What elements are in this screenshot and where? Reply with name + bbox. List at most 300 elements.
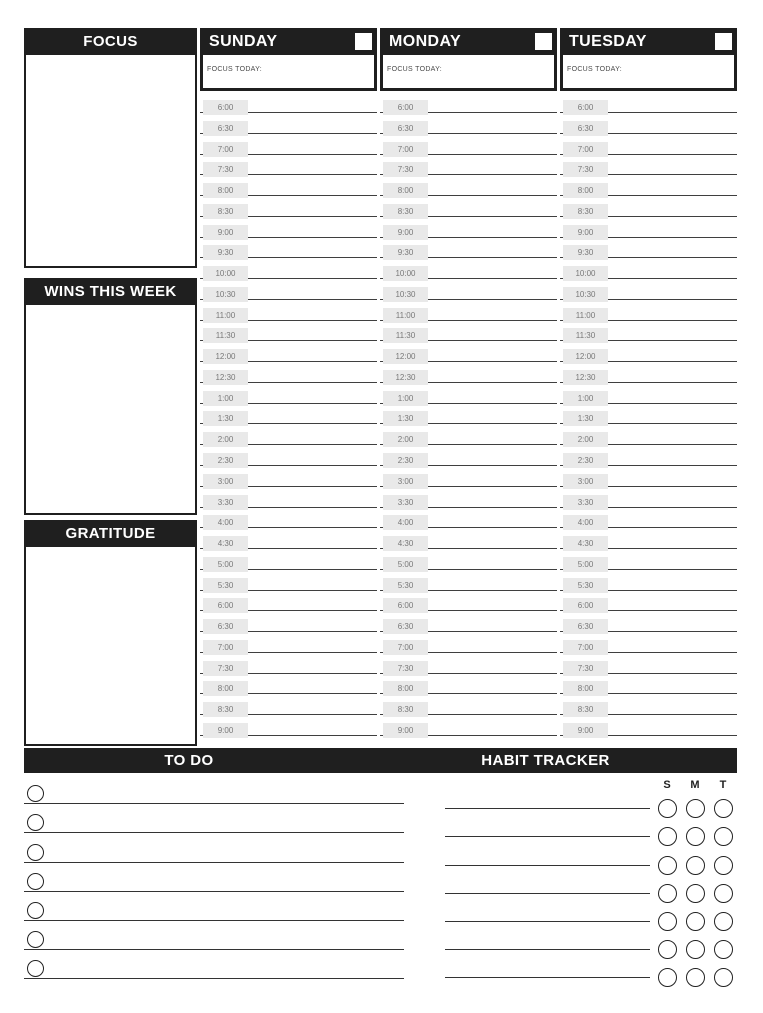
todo-checkbox-circle[interactable] (27, 931, 44, 948)
time-slot-line[interactable] (200, 346, 377, 362)
time-label: 4:00 (563, 515, 608, 530)
time-slot-line[interactable] (380, 118, 557, 134)
time-slot-line[interactable] (560, 699, 737, 715)
time-slot-row[interactable] (200, 492, 377, 513)
wins-section-title: WINS THIS WEEK (44, 283, 177, 300)
time-slot-line[interactable] (380, 388, 557, 404)
wins-writing-area[interactable] (26, 305, 195, 513)
time-slot-line[interactable] (560, 367, 737, 383)
time-label: 6:00 (203, 100, 248, 115)
time-slot-row[interactable] (200, 180, 377, 201)
time-slot-row[interactable] (560, 408, 737, 429)
time-slot-row[interactable] (380, 616, 557, 637)
day-header (200, 28, 377, 91)
time-slot-line[interactable] (560, 388, 737, 404)
time-slot-row[interactable] (560, 242, 737, 263)
time-label: 1:30 (383, 411, 428, 426)
time-slot-line[interactable] (380, 367, 557, 383)
time-label: 6:30 (203, 121, 248, 136)
time-slot-row[interactable] (380, 429, 557, 450)
todo-list (24, 775, 404, 979)
time-slot-row[interactable] (560, 616, 737, 637)
time-slot-line[interactable] (380, 222, 557, 238)
habit-row (443, 809, 737, 837)
time-slot-line[interactable] (380, 201, 557, 217)
todo-item-row[interactable] (24, 833, 404, 862)
time-label: 2:30 (203, 453, 248, 468)
time-slot-line[interactable] (560, 492, 737, 508)
time-slot-line[interactable] (200, 201, 377, 217)
day-column-sunday (200, 28, 377, 741)
time-slot-line[interactable] (380, 595, 557, 611)
todo-checkbox-circle[interactable] (27, 960, 44, 977)
time-label: 12:00 (383, 349, 428, 364)
time-slot-line[interactable] (380, 512, 557, 528)
time-slot-row[interactable] (560, 305, 737, 326)
time-slot-row[interactable] (560, 658, 737, 679)
time-slot-line[interactable] (200, 699, 377, 715)
time-slot-line[interactable] (200, 325, 377, 341)
time-slot-row[interactable] (380, 284, 557, 305)
time-slot-row[interactable] (200, 305, 377, 326)
time-slot-row[interactable] (200, 159, 377, 180)
todo-item-row[interactable] (24, 950, 404, 979)
time-slot-row[interactable] (380, 388, 557, 409)
time-slot-line[interactable] (200, 616, 377, 632)
time-slot-line[interactable] (200, 263, 377, 279)
time-slot-line[interactable] (380, 97, 557, 113)
time-slot-row[interactable] (380, 575, 557, 596)
time-label: 11:30 (203, 328, 248, 343)
time-slot-line[interactable] (200, 97, 377, 113)
time-slot-line[interactable] (560, 346, 737, 362)
focus-today-label: FOCUS TODAY: (567, 66, 622, 73)
time-slot-row[interactable] (200, 512, 377, 533)
time-label: 2:30 (383, 453, 428, 468)
time-label: 8:00 (563, 183, 608, 198)
focus-writing-area[interactable] (26, 55, 195, 266)
time-slot-row[interactable] (200, 222, 377, 243)
todo-checkbox-circle[interactable] (27, 785, 44, 802)
focus-today-box[interactable] (563, 55, 734, 88)
habit-row (443, 781, 737, 809)
time-slot-row[interactable] (560, 575, 737, 596)
time-slot-row[interactable] (380, 139, 557, 160)
time-slot-row[interactable] (380, 595, 557, 616)
time-slot-line[interactable] (380, 159, 557, 175)
time-slot-row[interactable] (560, 512, 737, 533)
time-slot-line[interactable] (380, 575, 557, 591)
time-slot-row[interactable] (560, 367, 737, 388)
time-slot-row[interactable] (200, 408, 377, 429)
time-slot-line[interactable] (200, 118, 377, 134)
time-slot-row[interactable] (200, 325, 377, 346)
time-label: 7:00 (203, 142, 248, 157)
time-slot-line[interactable] (200, 222, 377, 238)
habit-name-line[interactable] (445, 977, 650, 978)
time-slot-line[interactable] (200, 159, 377, 175)
time-slot-row[interactable] (380, 658, 557, 679)
day-name-label: SUNDAY (209, 32, 278, 50)
time-slot-row[interactable] (200, 637, 377, 658)
todo-item-row[interactable] (24, 775, 404, 804)
time-slot-line[interactable] (380, 471, 557, 487)
time-label: 5:00 (203, 557, 248, 572)
time-label: 7:30 (383, 162, 428, 177)
time-label: 8:00 (203, 183, 248, 198)
time-slot-row[interactable] (200, 429, 377, 450)
time-slot-line[interactable] (560, 97, 737, 113)
time-slot-line[interactable] (380, 305, 557, 321)
habit-row (443, 922, 737, 950)
habit-checkbox-circle-m[interactable] (686, 968, 705, 987)
time-slot-line[interactable] (560, 658, 737, 674)
time-label: 4:00 (383, 515, 428, 530)
time-slot-row[interactable] (380, 97, 557, 118)
time-slot-line[interactable] (200, 305, 377, 321)
habit-row (443, 866, 737, 894)
time-slot-row[interactable] (200, 242, 377, 263)
habit-day-label-tuesday: T (719, 779, 727, 791)
time-slot-line[interactable] (200, 720, 377, 736)
time-slot-row[interactable] (560, 637, 737, 658)
time-label: 9:00 (203, 723, 248, 738)
todo-section-title: TO DO (164, 752, 214, 769)
time-slot-row[interactable] (200, 346, 377, 367)
time-slot-row[interactable] (560, 325, 737, 346)
time-label: 12:00 (563, 349, 608, 364)
gratitude-section (24, 520, 197, 746)
time-slot-line[interactable] (560, 222, 737, 238)
time-slot-line[interactable] (380, 139, 557, 155)
time-slot-row[interactable] (560, 429, 737, 450)
time-slot-line[interactable] (200, 450, 377, 466)
day-complete-checkbox[interactable] (355, 33, 372, 50)
time-slot-line[interactable] (200, 180, 377, 196)
day-header (560, 28, 737, 91)
time-slot-row[interactable] (200, 699, 377, 720)
time-label: 1:30 (563, 411, 608, 426)
time-label: 5:00 (383, 557, 428, 572)
day-name-label: MONDAY (389, 32, 462, 50)
time-slot-row[interactable] (560, 180, 737, 201)
time-label: 6:00 (563, 100, 608, 115)
time-slot-row[interactable] (380, 346, 557, 367)
time-slot-line[interactable] (200, 512, 377, 528)
time-slot-row[interactable] (200, 201, 377, 222)
habit-row (443, 894, 737, 922)
day-column-tuesday (560, 28, 737, 741)
time-slot-row[interactable] (200, 720, 377, 741)
time-label: 7:00 (563, 640, 608, 655)
time-label: 2:00 (203, 432, 248, 447)
time-slot-line[interactable] (380, 242, 557, 258)
habit-tracker-list (443, 781, 737, 978)
time-slot-row[interactable] (560, 533, 737, 554)
time-label: 3:30 (383, 495, 428, 510)
time-label: 10:00 (383, 266, 428, 281)
time-label: 12:30 (203, 370, 248, 385)
todo-item-row[interactable] (24, 892, 404, 921)
time-label: 8:00 (203, 681, 248, 696)
time-label: 8:30 (563, 204, 608, 219)
time-label: 8:30 (563, 702, 608, 717)
time-slot-row[interactable] (380, 699, 557, 720)
time-label: 6:00 (383, 598, 428, 613)
bottom-section-header-bar (24, 748, 737, 773)
time-slot-list (380, 97, 557, 741)
time-slot-line[interactable] (560, 616, 737, 632)
time-slot-row[interactable] (560, 118, 737, 139)
focus-today-label: FOCUS TODAY: (387, 66, 442, 73)
time-slot-row[interactable] (560, 471, 737, 492)
time-label: 11:00 (383, 308, 428, 323)
time-slot-line[interactable] (560, 201, 737, 217)
time-slot-row[interactable] (380, 222, 557, 243)
time-slot-line[interactable] (200, 429, 377, 445)
time-label: 8:00 (383, 183, 428, 198)
time-label: 7:30 (563, 661, 608, 676)
day-name-label: TUESDAY (569, 32, 647, 50)
time-slot-line[interactable] (560, 284, 737, 300)
todo-item-row[interactable] (24, 804, 404, 833)
time-slot-line[interactable] (560, 159, 737, 175)
time-slot-line[interactable] (200, 284, 377, 300)
time-slot-line[interactable] (380, 325, 557, 341)
time-slot-row[interactable] (560, 450, 737, 471)
focus-today-box[interactable] (203, 55, 374, 88)
time-label: 4:00 (203, 515, 248, 530)
time-label: 8:30 (383, 204, 428, 219)
time-slot-line[interactable] (200, 575, 377, 591)
time-slot-line[interactable] (380, 720, 557, 736)
time-label: 9:30 (383, 245, 428, 260)
time-slot-row[interactable] (560, 699, 737, 720)
time-slot-line[interactable] (560, 118, 737, 134)
focus-section-title: FOCUS (83, 33, 138, 50)
time-slot-line[interactable] (380, 408, 557, 424)
time-slot-line[interactable] (560, 263, 737, 279)
time-slot-line[interactable] (560, 575, 737, 591)
time-label: 9:00 (563, 723, 608, 738)
time-slot-line[interactable] (380, 492, 557, 508)
gratitude-writing-area[interactable] (26, 547, 195, 744)
time-slot-row[interactable] (380, 492, 557, 513)
time-slot-line[interactable] (200, 533, 377, 549)
time-slot-line[interactable] (560, 533, 737, 549)
time-slot-list (560, 97, 737, 741)
time-slot-line[interactable] (560, 242, 737, 258)
time-slot-row[interactable] (380, 720, 557, 741)
time-slot-line[interactable] (560, 305, 737, 321)
time-slot-line[interactable] (380, 533, 557, 549)
focus-today-label: FOCUS TODAY: (207, 66, 262, 73)
time-slot-row[interactable] (380, 533, 557, 554)
time-slot-row[interactable] (380, 180, 557, 201)
focus-today-box[interactable] (383, 55, 554, 88)
time-slot-row[interactable] (200, 678, 377, 699)
time-label: 2:30 (563, 453, 608, 468)
time-slot-line[interactable] (380, 429, 557, 445)
time-slot-row[interactable] (200, 575, 377, 596)
time-slot-line[interactable] (560, 325, 737, 341)
time-label: 3:30 (563, 495, 608, 510)
time-label: 10:00 (203, 266, 248, 281)
time-label: 6:30 (563, 619, 608, 634)
time-slot-row[interactable] (200, 388, 377, 409)
time-slot-row[interactable] (200, 367, 377, 388)
time-label: 12:30 (383, 370, 428, 385)
time-slot-line[interactable] (380, 678, 557, 694)
time-slot-row[interactable] (560, 201, 737, 222)
time-slot-line[interactable] (380, 180, 557, 196)
time-label: 8:30 (203, 702, 248, 717)
time-slot-line[interactable] (200, 678, 377, 694)
time-slot-line[interactable] (560, 408, 737, 424)
time-slot-row[interactable] (380, 512, 557, 533)
time-label: 8:30 (383, 702, 428, 717)
time-slot-row[interactable] (560, 554, 737, 575)
todo-item-row[interactable] (24, 921, 404, 950)
time-slot-line[interactable] (560, 512, 737, 528)
day-complete-checkbox[interactable] (535, 33, 552, 50)
time-slot-row[interactable] (560, 388, 737, 409)
time-slot-line[interactable] (200, 658, 377, 674)
todo-checkbox-circle[interactable] (27, 902, 44, 919)
time-slot-line[interactable] (200, 637, 377, 653)
time-label: 10:30 (203, 287, 248, 302)
time-label: 6:00 (203, 598, 248, 613)
time-slot-row[interactable] (560, 159, 737, 180)
time-slot-row[interactable] (560, 284, 737, 305)
time-slot-row[interactable] (560, 346, 737, 367)
time-slot-row[interactable] (560, 139, 737, 160)
time-slot-line[interactable] (200, 492, 377, 508)
time-slot-row[interactable] (380, 201, 557, 222)
time-slot-line[interactable] (380, 637, 557, 653)
time-slot-row[interactable] (380, 554, 557, 575)
time-slot-line[interactable] (200, 408, 377, 424)
time-label: 6:30 (383, 619, 428, 634)
time-slot-line[interactable] (560, 595, 737, 611)
time-slot-row[interactable] (200, 450, 377, 471)
time-label: 11:30 (563, 328, 608, 343)
time-slot-row[interactable] (380, 367, 557, 388)
time-slot-line[interactable] (560, 720, 737, 736)
time-slot-row[interactable] (560, 97, 737, 118)
day-column-monday (380, 28, 557, 741)
time-slot-row[interactable] (560, 595, 737, 616)
time-slot-row[interactable] (380, 159, 557, 180)
time-label: 9:30 (203, 245, 248, 260)
habit-checkbox-circle-s[interactable] (658, 968, 677, 987)
time-label: 7:30 (203, 162, 248, 177)
time-slot-line[interactable] (200, 471, 377, 487)
time-slot-row[interactable] (380, 325, 557, 346)
habit-checkbox-circle-t[interactable] (714, 968, 733, 987)
time-slot-line[interactable] (380, 658, 557, 674)
time-slot-row[interactable] (380, 450, 557, 471)
time-label: 12:00 (203, 349, 248, 364)
time-slot-row[interactable] (560, 222, 737, 243)
time-slot-row[interactable] (380, 471, 557, 492)
time-label: 7:30 (383, 661, 428, 676)
time-slot-row[interactable] (200, 533, 377, 554)
time-slot-line[interactable] (560, 554, 737, 570)
time-label: 11:00 (563, 308, 608, 323)
time-slot-line[interactable] (380, 450, 557, 466)
time-label: 6:00 (383, 100, 428, 115)
todo-item-row[interactable] (24, 863, 404, 892)
time-slot-line[interactable] (380, 263, 557, 279)
time-slot-row[interactable] (200, 118, 377, 139)
time-label: 5:30 (383, 578, 428, 593)
time-label: 6:00 (563, 598, 608, 613)
time-slot-row[interactable] (380, 408, 557, 429)
time-slot-row[interactable] (560, 263, 737, 284)
time-slot-line[interactable] (200, 595, 377, 611)
time-label: 5:30 (203, 578, 248, 593)
day-complete-checkbox[interactable] (715, 33, 732, 50)
todo-checkbox-circle[interactable] (27, 844, 44, 861)
time-slot-row[interactable] (200, 616, 377, 637)
time-slot-line[interactable] (200, 554, 377, 570)
time-slot-row[interactable] (200, 284, 377, 305)
time-slot-row[interactable] (380, 242, 557, 263)
time-slot-row[interactable] (380, 637, 557, 658)
time-slot-row[interactable] (200, 554, 377, 575)
time-slot-line[interactable] (380, 284, 557, 300)
time-slot-row[interactable] (560, 492, 737, 513)
time-slot-row[interactable] (380, 118, 557, 139)
time-slot-line[interactable] (380, 554, 557, 570)
time-slot-line[interactable] (380, 346, 557, 362)
time-slot-line[interactable] (560, 471, 737, 487)
time-slot-row[interactable] (200, 471, 377, 492)
time-slot-line[interactable] (560, 429, 737, 445)
time-slot-line[interactable] (560, 637, 737, 653)
time-slot-row[interactable] (200, 97, 377, 118)
habit-day-label-monday: M (690, 779, 700, 791)
focus-section (24, 28, 197, 268)
time-slot-row[interactable] (200, 595, 377, 616)
time-slot-row[interactable] (200, 658, 377, 679)
time-slot-row[interactable] (380, 305, 557, 326)
time-slot-line[interactable] (200, 367, 377, 383)
time-slot-row[interactable] (380, 678, 557, 699)
time-label: 3:00 (563, 474, 608, 489)
time-slot-line[interactable] (380, 616, 557, 632)
time-label: 9:00 (563, 225, 608, 240)
time-slot-row[interactable] (560, 678, 737, 699)
time-slot-row[interactable] (200, 263, 377, 284)
time-slot-row[interactable] (200, 139, 377, 160)
time-slot-line[interactable] (200, 388, 377, 404)
time-slot-row[interactable] (380, 263, 557, 284)
time-slot-row[interactable] (560, 720, 737, 741)
time-slot-line[interactable] (560, 678, 737, 694)
time-slot-line[interactable] (560, 450, 737, 466)
time-slot-line[interactable] (560, 180, 737, 196)
time-slot-line[interactable] (200, 242, 377, 258)
time-slot-line[interactable] (380, 699, 557, 715)
time-slot-line[interactable] (560, 139, 737, 155)
habit-day-label-sunday: S (663, 779, 671, 791)
time-label: 7:30 (203, 661, 248, 676)
todo-checkbox-circle[interactable] (27, 873, 44, 890)
time-slot-line[interactable] (200, 139, 377, 155)
todo-checkbox-circle[interactable] (27, 814, 44, 831)
